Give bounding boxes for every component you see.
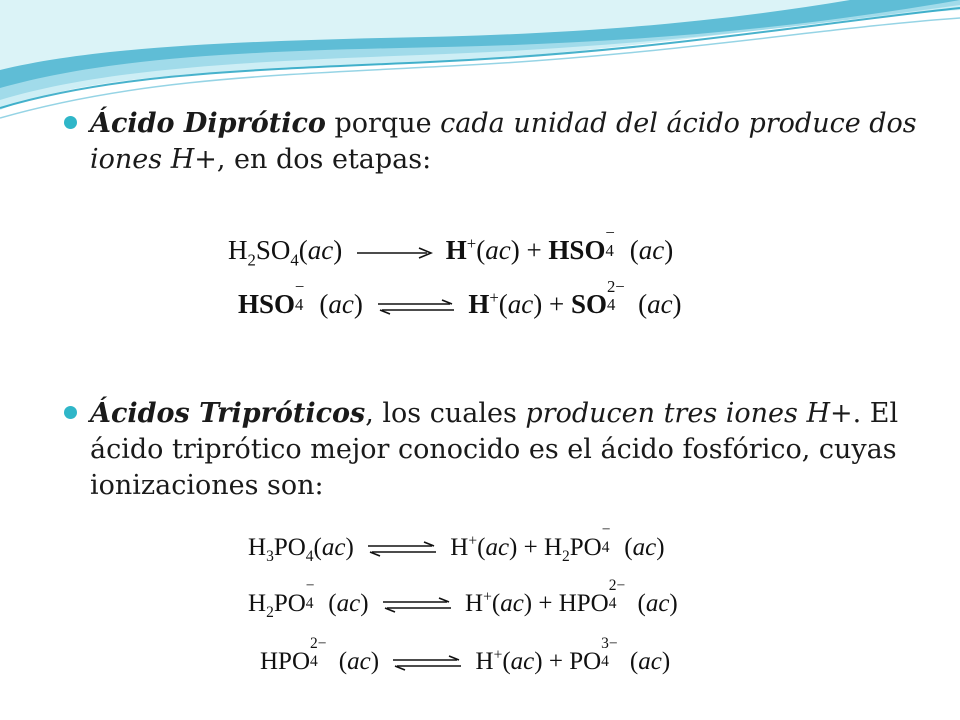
bullet-triprotic bbox=[64, 396, 924, 504]
triprotic-text2: . El ácido triprótico mejor conocido es el ácido fosfórico, cuyas ionizaciones son: bbox=[90, 398, 899, 501]
triprotic-text1: , los cuales bbox=[365, 398, 526, 429]
equilibrium-arrow-icon bbox=[391, 655, 463, 671]
bullet-icon bbox=[64, 116, 77, 129]
equation-line: $H_2SO_4(ac) H^+(ac)$ + HSO − 4 (ac) bbox=[228, 222, 674, 270]
equilibrium-arrow-icon bbox=[381, 597, 453, 613]
equilibrium-arrow-icon bbox=[366, 541, 438, 557]
bullet-diprotic bbox=[64, 106, 924, 178]
equation-line: HSO − 4 (ac) H+(ac) + SO 2− 4 (ac) bbox=[238, 276, 682, 319]
diprotic-text2: , en dos etapas: bbox=[216, 144, 432, 175]
triprotic-italic: producen tres iones H+ bbox=[525, 398, 853, 429]
single-arrow-icon bbox=[355, 246, 433, 260]
triprotic-equations-box bbox=[222, 520, 742, 688]
equation-line: $H_2PO$ − 4 (ac) H+(ac) + HPO 2− 4 (ac) bbox=[248, 577, 678, 621]
bullet-diprotic-text bbox=[90, 106, 924, 178]
bullet-triprotic-text bbox=[90, 396, 924, 504]
diprotic-text1: porque bbox=[325, 108, 441, 139]
equation-line: HPO 2− 4 (ac) H+(ac) + PO 3− 4 (ac) bbox=[260, 635, 671, 675]
equation-line: $H_3PO_4(ac) H^+(ac) + H_2PO$ − 4 (ac) bbox=[248, 521, 665, 565]
diprotic-equations-box bbox=[200, 214, 758, 336]
term-triprotic: Ácidos Tripróticos bbox=[90, 398, 366, 429]
diprotic-italic: cada unidad del ácido produce dos iones H+ bbox=[90, 108, 917, 175]
term-diprotic: Ácido Diprótico bbox=[90, 108, 326, 139]
equilibrium-arrow-icon bbox=[376, 299, 456, 315]
bullet-icon bbox=[64, 406, 77, 419]
